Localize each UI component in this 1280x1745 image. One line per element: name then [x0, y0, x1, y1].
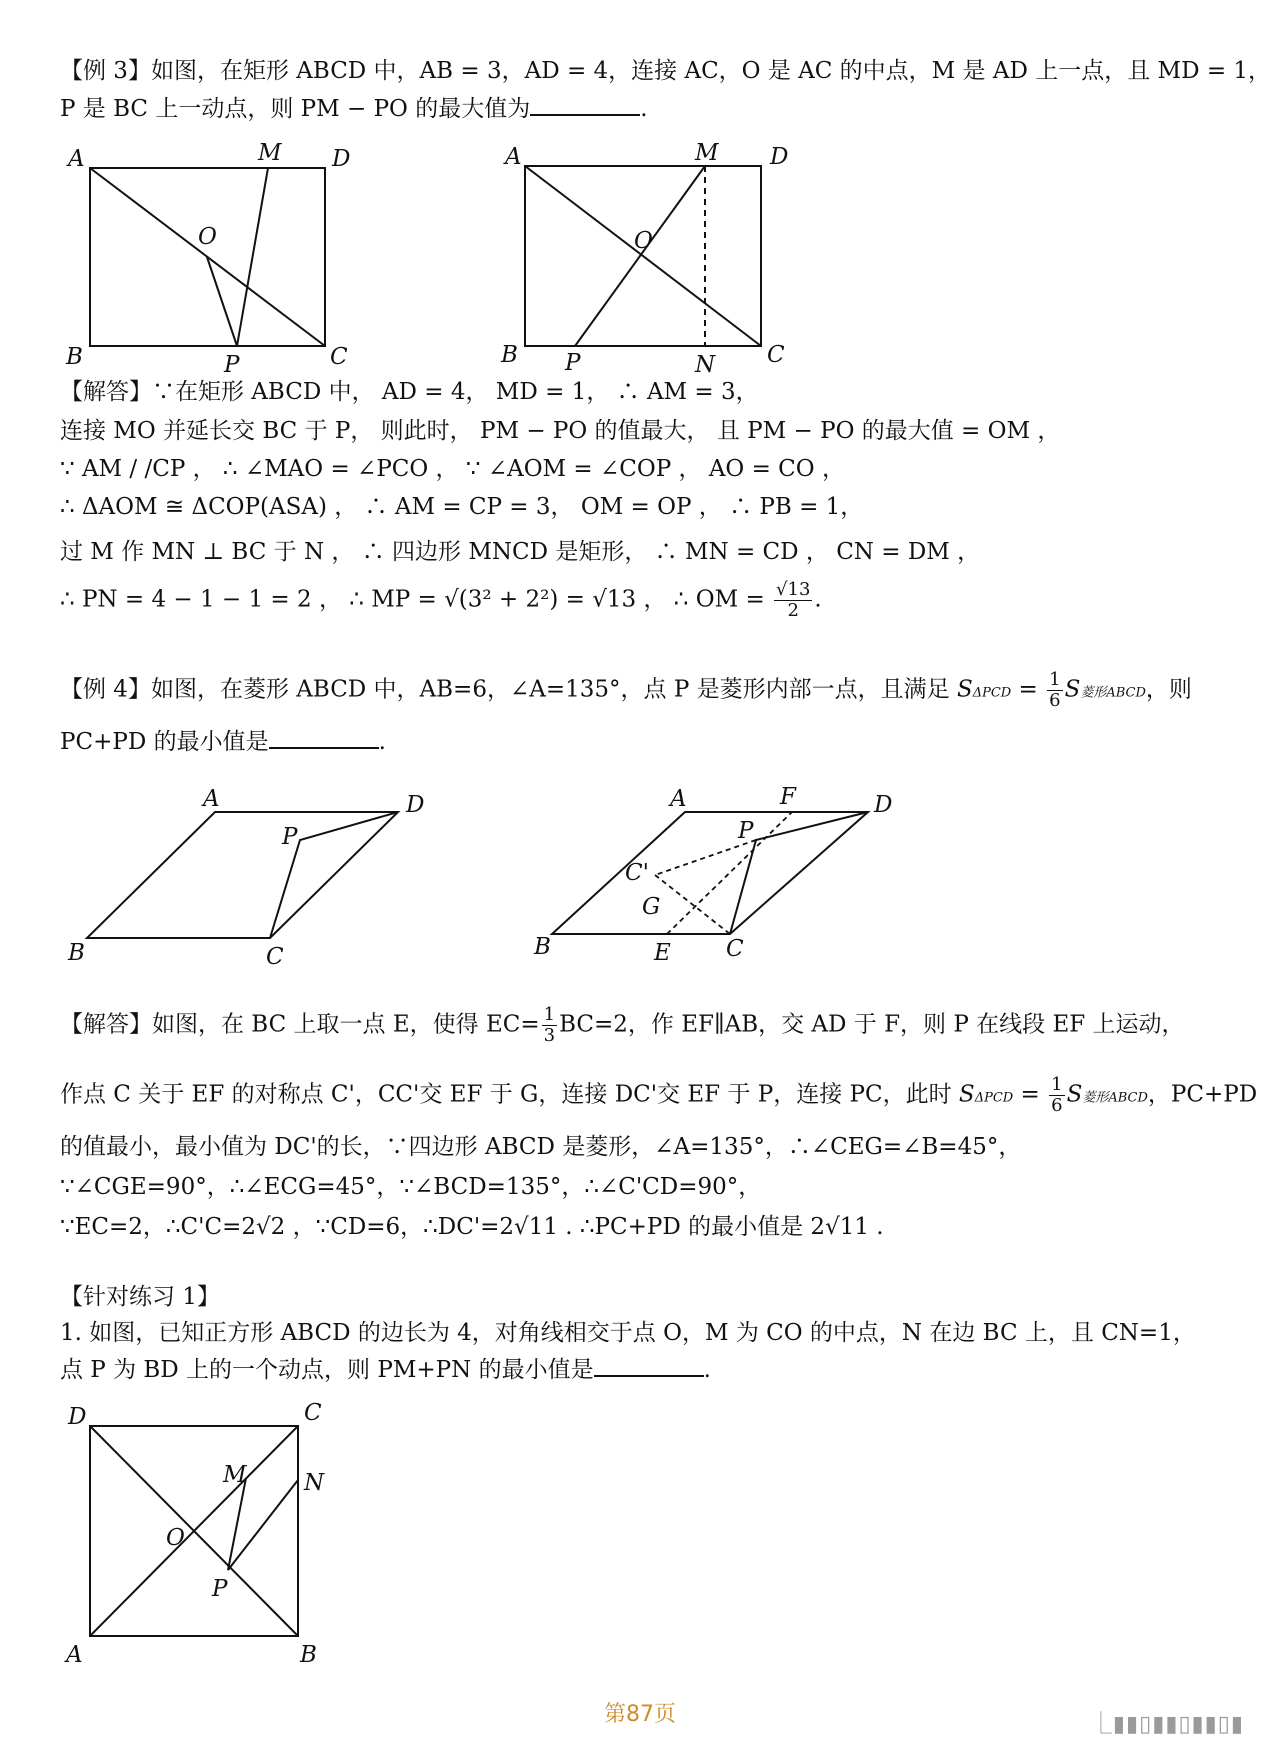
label-p: P [565, 350, 581, 376]
label-p: P [738, 818, 754, 844]
label-b: B [300, 1642, 317, 1668]
segment-pc-prime-dashed [655, 840, 756, 875]
ex4-question-text: PC+PD 的最小值是 [60, 729, 269, 755]
period: . [640, 96, 648, 122]
label-g: G [642, 894, 661, 920]
answer-blank [269, 725, 379, 749]
area-symbol: S [1064, 676, 1081, 703]
ex4-solution-line-2 [60, 1075, 1257, 1116]
segment-ef-dashed [667, 812, 792, 934]
fraction-one-sixth: $\frac{1}{6}$ [1051, 1074, 1063, 1116]
ex4-figure-1 [60, 780, 440, 970]
ex4-solution-line-5: ∵EC=2，∴C'C=2√2 ，∵CD=6，∴DC'=2√11 . ∴PC+PD 的最小值是 2√11 . [60, 1214, 884, 1240]
ex4-solution-text: ，PC+PD [1147, 1081, 1258, 1108]
label-p: P [224, 352, 240, 378]
ex4-solution-line-1 [60, 1005, 1185, 1046]
fraction-one-sixth: $\frac{1}{6}$ [1049, 669, 1061, 711]
label-a: A [505, 144, 522, 170]
clause-end: ，则 [1145, 676, 1192, 703]
label-d: D [874, 792, 893, 818]
ex3-solution-line-4: ∴ ΔAOM ≅ ΔCOP(ASA) ， ∴ AM = CP = 3， OM = OP ， ∴ PB = 1， [60, 494, 864, 520]
practice-question-line-2 [60, 1353, 711, 1387]
label-b: B [66, 344, 83, 370]
label-c: C [330, 344, 348, 370]
equals-sign: = [1011, 676, 1046, 703]
fraction-om: $\frac{√13}{2}$ [776, 579, 811, 621]
ex4-question-line-1 [60, 670, 1192, 711]
label-c: C [726, 936, 744, 962]
ex3-solution-line-1: 【解答】∵在矩形 ABCD 中， AD = 4， MD = 1， ∴ AM = 3， [60, 379, 759, 405]
label-a: A [66, 1642, 83, 1668]
label-b: B [534, 934, 551, 960]
ex3-figure-2 [495, 140, 815, 378]
area-subscript: ΔPCD [974, 1090, 1014, 1106]
label-e: E [654, 940, 671, 966]
label-n: N [304, 1470, 325, 1496]
label-b: B [501, 342, 518, 368]
area-symbol: S [956, 676, 973, 703]
ex4-solution-text: 作点 C 关于 EF 的对称点 C'，CC'交 EF 于 G，连接 DC'交 EF 于 P，连接 PC，此时 [60, 1081, 952, 1108]
diagonal-ac [525, 166, 761, 346]
label-a: A [68, 146, 85, 172]
label-d: D [770, 144, 789, 170]
ex3-solution-line-5: 过 M 作 MN ⊥ BC 于 N ， ∴ 四边形 MNCD 是矩形， ∴ MN = CD ， CN = DM ， [60, 539, 981, 565]
area-symbol: S [1066, 1081, 1083, 1108]
watermark-glyphs: ⎿▮▮▯▮▮▯▮▮▯▮ [1089, 1712, 1244, 1737]
ex3-question-line-1: 【例 3】如图，在矩形 ABCD 中，AB = 3，AD = 4，连接 AC，O 是 AC 的中点，M 是 AD 上一点，且 MD = 1， [60, 58, 1272, 84]
period: . [814, 586, 822, 613]
answer-blank [594, 1353, 704, 1377]
period: . [378, 729, 386, 755]
fraction-one-third: $\frac{1}{3}$ [543, 1004, 556, 1046]
area-subscript: ΔPCD [972, 685, 1012, 701]
label-m: M [223, 1462, 247, 1488]
label-d: D [68, 1404, 87, 1430]
segment-mp [237, 168, 268, 346]
ex4-question-line-2 [60, 725, 386, 759]
label-f: F [780, 784, 796, 810]
ex4-solution-line-3: 的值最小，最小值为 DC'的长，∵四边形 ABCD 是菱形，∠A=135°，∴∠CEG=∠B=45°， [60, 1134, 1022, 1160]
area-subscript: 菱形ABCD [1082, 1090, 1148, 1106]
period: . [703, 1357, 711, 1383]
practice-title: 【针对练习 1】 [60, 1284, 220, 1310]
equals-sign: = [1013, 1081, 1048, 1108]
ex3-question-text: P 是 BC 上一动点，则 PM − PO 的最大值为 [60, 96, 531, 122]
area-symbol: S [958, 1081, 975, 1108]
practice-question-text: 点 P 为 BD 上的一个动点，则 PM+PN 的最小值是 [60, 1357, 594, 1383]
ex4-solution-text: 【解答】如图，在 BC 上取一点 E，使得 EC= [60, 1011, 540, 1038]
ex4-solution-text: BC=2，作 EF∥AB，交 AD 于 F，则 P 在线段 EF 上运动， [559, 1011, 1185, 1038]
answer-blank [530, 92, 640, 116]
segment-mp [575, 166, 705, 346]
label-m: M [695, 140, 719, 166]
rhombus-abcd [552, 812, 868, 934]
ex4-figure-2 [530, 780, 893, 970]
page-number: 第87页 [604, 1702, 676, 1727]
label-d: D [406, 792, 425, 818]
label-m: M [258, 140, 282, 166]
ex3-figure-1 [60, 140, 380, 378]
practice-question-line-1: 1. 如图，已知正方形 ABCD 的边长为 4，对角线相交于点 O，M 为 CO 的中点，N 在边 BC 上，且 CN=1， [60, 1320, 1196, 1346]
label-d: D [332, 146, 351, 172]
segment-op [207, 257, 237, 346]
segments-mp-pn [228, 1478, 298, 1570]
ex3-solution-line-2: 连接 MO 并延长交 BC 于 P， 则此时， PM − PO 的值最大， 且 PM − PO 的最大值 = OM ， [60, 418, 1061, 444]
label-o: O [198, 224, 217, 250]
ex3-solution-line-3: ∵ AM / /CP ， ∴ ∠MAO = ∠PCO ， ∵ ∠AOM = ∠COP ， AO = CO ， [60, 456, 845, 482]
label-a: A [670, 786, 687, 812]
ex4-solution-line-4: ∵∠CGE=90°，∴∠ECG=45°，∵∠BCD=135°，∴∠C'CD=90°， [60, 1174, 762, 1200]
label-o: O [634, 228, 653, 254]
ex3-question-line-2 [60, 92, 648, 126]
rhombus-abcd [87, 812, 398, 938]
label-n: N [695, 352, 716, 378]
label-p: P [282, 824, 298, 850]
label-o: O [166, 1525, 185, 1551]
practice-figure [60, 1400, 380, 1670]
label-c-prime: C' [625, 860, 649, 886]
label-c: C [767, 342, 785, 368]
label-p: P [212, 1576, 228, 1602]
area-subscript: 菱形ABCD [1080, 685, 1146, 701]
ex3-solution-line-6 [60, 580, 822, 621]
label-c: C [266, 944, 284, 970]
label-b: B [68, 940, 85, 966]
label-a: A [203, 786, 220, 812]
label-c: C [304, 1400, 322, 1426]
ex4-question-text: 【例 4】如图，在菱形 ABCD 中，AB=6，∠A=135°，点 P 是菱形内部一点，且满足 [60, 676, 950, 703]
ex3-solution-text: ∴ PN = 4 − 1 − 1 = 2 ， ∴ MP = √(3² + 2²) = √13 ， ∴ OM = [60, 586, 765, 613]
